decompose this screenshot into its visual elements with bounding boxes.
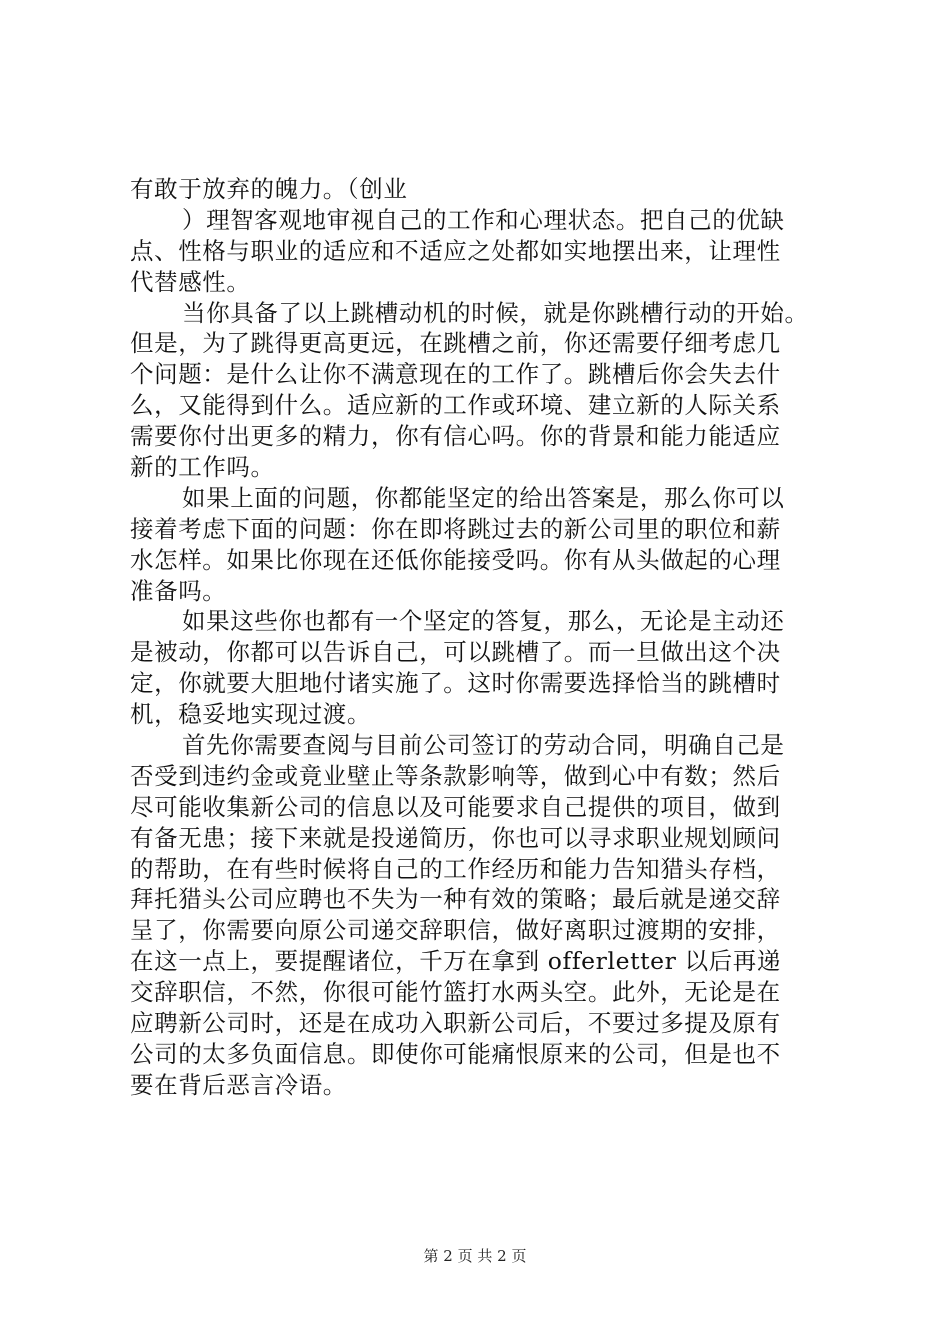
text-line: 定，你就要大胆地付诸实施了。这时你需要选择恰当的跳槽时 xyxy=(130,669,781,698)
text-line: 是被动，你都可以告诉自己，可以跳槽了。而一旦做出这个决 xyxy=(130,638,781,667)
text-line: 接着考虑下面的问题：你在即将跳过去的新公司里的职位和薪 xyxy=(130,514,781,543)
text-line: 有敢于放弃的魄力。（创业 xyxy=(130,175,408,203)
body-text xyxy=(130,174,850,1101)
text-line: 的帮助，在有些时候将自己的工作经历和能力告知猎头存档， xyxy=(130,854,781,883)
text-line: 应聘新公司时，还是在成功入职新公司后，不要过多提及原有 xyxy=(130,1009,781,1038)
text-line: 新的工作吗。 xyxy=(130,453,275,482)
text-line: 但是，为了跳得更高更远，在跳槽之前，你还需要仔细考虑几 xyxy=(130,329,781,358)
text-line: 如果这些你也都有一个坚定的答复，那么，无论是主动还 xyxy=(182,607,785,636)
text-line: 有备无患；接下来就是投递简历，你也可以寻求职业规划顾问 xyxy=(130,823,781,852)
text-line: 代替感性。 xyxy=(130,267,251,296)
text-line: 首先你需要查阅与目前公司签订的劳动合同，明确自己是 xyxy=(182,731,785,760)
text-line: 拜托猎头公司应聘也不失为一种有效的策略；最后就是递交辞 xyxy=(130,885,781,914)
page-footer: 第 2 页 共 2 页 xyxy=(423,1247,527,1265)
text-line: 公司的太多负面信息。即使你可能痛恨原来的公司，但是也不 xyxy=(130,1039,781,1068)
text-line: 需要你付出更多的精力，你有信心吗。你的背景和能力能适应 xyxy=(130,422,781,451)
text-line: 准备吗。 xyxy=(130,576,227,605)
text-line: 呈了，你需要向原公司递交辞职信，做好离职过渡期的安排， xyxy=(130,916,781,945)
text-line: 机，稳妥地实现过渡。 xyxy=(130,700,371,729)
text-line: 么，又能得到什么。适应新的工作或环境、建立新的人际关系 xyxy=(130,391,781,420)
text-line: 要在背后恶言冷语。 xyxy=(130,1070,347,1099)
text-line: 个问题：是什么让你不满意现在的工作了。跳槽后你会失去什 xyxy=(130,360,781,389)
text-line: 水怎样。如果比你现在还低你能接受吗。你有从头做起的心理 xyxy=(130,545,781,574)
text-line: 在这一点上，要提醒诸位，千万在拿到 offerletter 以后再递 xyxy=(130,947,781,976)
text-line: 尽可能收集新公司的信息以及可能要求自己提供的项目，做到 xyxy=(130,792,781,821)
text-line: ）理智客观地审视自己的工作和心理状态。把自己的优缺 xyxy=(182,205,785,234)
text-line: 点、性格与职业的适应和不适应之处都如实地摆出来，让理性 xyxy=(130,236,781,265)
text-line: 否受到违约金或竟业壁止等条款影响等，做到心中有数；然后 xyxy=(130,761,781,790)
text-line: 如果上面的问题，你都能坚定的给出答案是，那么你可以 xyxy=(182,483,785,512)
text-line: 当你具备了以上跳槽动机的时候，就是你跳槽行动的开始。 xyxy=(182,298,809,327)
text-line: 交辞职信，不然，你很可能竹篮打水两头空。此外，无论是在 xyxy=(130,978,781,1007)
